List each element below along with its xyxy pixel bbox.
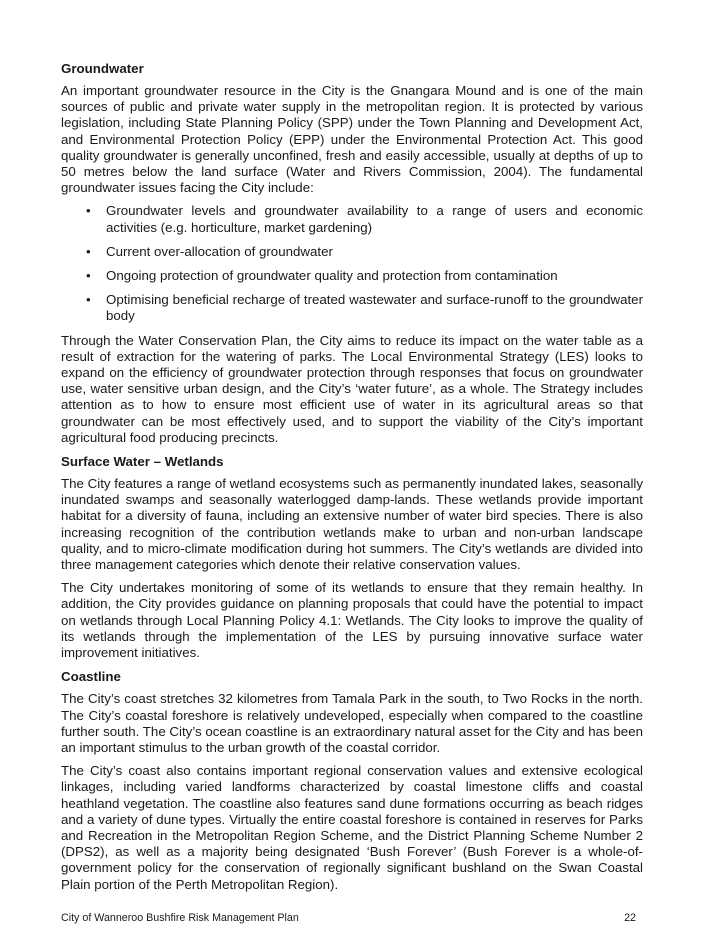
list-item <box>61 203 643 235</box>
page-number: 22 <box>624 912 636 924</box>
bullet-icon: • <box>86 203 91 219</box>
groundwater-paragraph-1: An important groundwater resource in the City is the Gnangara Mound and is one of the main sources of public and private water supply in the metropolitan region. It is protected by various legislation, including State Planning Policy (SPP) under the Town Planning and Development Act, and Environmental Protection Policy (EPP) under the Environmental Protection Act. This good quality groundwater is generally unconfined, fresh and easily accessible, usually at depths of up to 50 metres below the land surface (Water and Rivers Commission, 2004). The fundamental groundwater issues facing the City include: <box>61 83 643 196</box>
wetlands-heading: Surface Water – Wetlands <box>61 454 224 470</box>
document-page <box>61 60 643 900</box>
list-item <box>61 244 643 260</box>
wetlands-paragraph-1: The City features a range of wetland ecosystems such as permanently inundated lakes, seasonally inundated swamps and seasonally waterlogged damp-lands. These wetlands provide important habitat for a diversity of fauna, including an extensive number of water bird species. There is also increasing recognition of the contribution wetlands make to urban and non-urban landscape quality, and to micro-climate modification during hot summers. The City’s wetlands are divided into three management categories which denote their relative conservation values. <box>61 476 643 573</box>
list-item-text: Current over-allocation of groundwater <box>106 243 333 259</box>
bullet-icon: • <box>86 292 91 308</box>
bullet-icon: • <box>86 243 91 259</box>
coastline-paragraph-1: The City’s coast stretches 32 kilometres from Tamala Park in the south, to Two Rocks in the north. The City’s coastal foreshore is relatively undeveloped, especially when compared to the coastline further south. The City’s ocean coastline is an extraordinary natural asset for the City and has been an important stimulus to the urban growth of the coastal corridor. <box>61 691 643 755</box>
list-item <box>61 292 643 324</box>
list-item-text: Groundwater levels and groundwater availability to a range of users and economic activities (e.g. horticulture, market gardening) <box>106 203 643 235</box>
wetlands-paragraph-2: The City undertakes monitoring of some of its wetlands to ensure that they remain healthy. In addition, the City provides guidance on planning proposals that could have the potential to impact on wetlands through Local Planning Policy 4.1: Wetlands. The City looks to improve the quality of its wetlands through the implementation of the LES by pursuing innovative surface water improvement initiatives. <box>61 580 643 661</box>
coastline-heading: Coastline <box>61 669 121 685</box>
list-item-text: Optimising beneficial recharge of treated wastewater and surface-runoff to the groundwater body <box>106 292 643 324</box>
coastline-paragraph-2: The City’s coast also contains important regional conservation values and extensive ecological linkages, including varied landforms characterized by coastal limestone cliffs and coastal heathland vegetation. The coastline also features sand dune formations occurring as beach ridges and a variety of dune types. Virtually the entire coastal foreshore is contained in reserves for Parks and Recreation in the Metropolitan Region Scheme, and the District Planning Scheme Number 2 (DPS2), as well as a majority being designated ‘Bush Forever’ (Bush Forever is a whole-of-government policy for the conservation of regionally significant bushland on the Swan Coastal Plain portion of the Perth Metropolitan Region). <box>61 763 643 892</box>
groundwater-heading: Groundwater <box>61 61 144 76</box>
groundwater-paragraph-2: Through the Water Conservation Plan, the City aims to reduce its impact on the water table as a result of extraction for the watering of parks. The Local Environmental Strategy (LES) looks to expand on the efficiency of groundwater protection through responses that focus on groundwater use, water sensitive urban design, and the City’s ‘water future’, as a whole. The Strategy includes attention as to how to ensure most efficient use of water in its agricultural areas so that groundwater can be most effectively used, and to support the viability of the City’s important agricultural food producing precincts. <box>61 332 643 445</box>
bullet-icon: • <box>86 268 91 284</box>
footer-title: City of Wanneroo Bushfire Risk Management Plan <box>61 912 299 924</box>
list-item <box>61 268 643 284</box>
page-footer <box>61 912 636 925</box>
groundwater-issues-list <box>61 203 643 324</box>
list-item-text: Ongoing protection of groundwater quality and protection from contamination <box>106 268 558 284</box>
